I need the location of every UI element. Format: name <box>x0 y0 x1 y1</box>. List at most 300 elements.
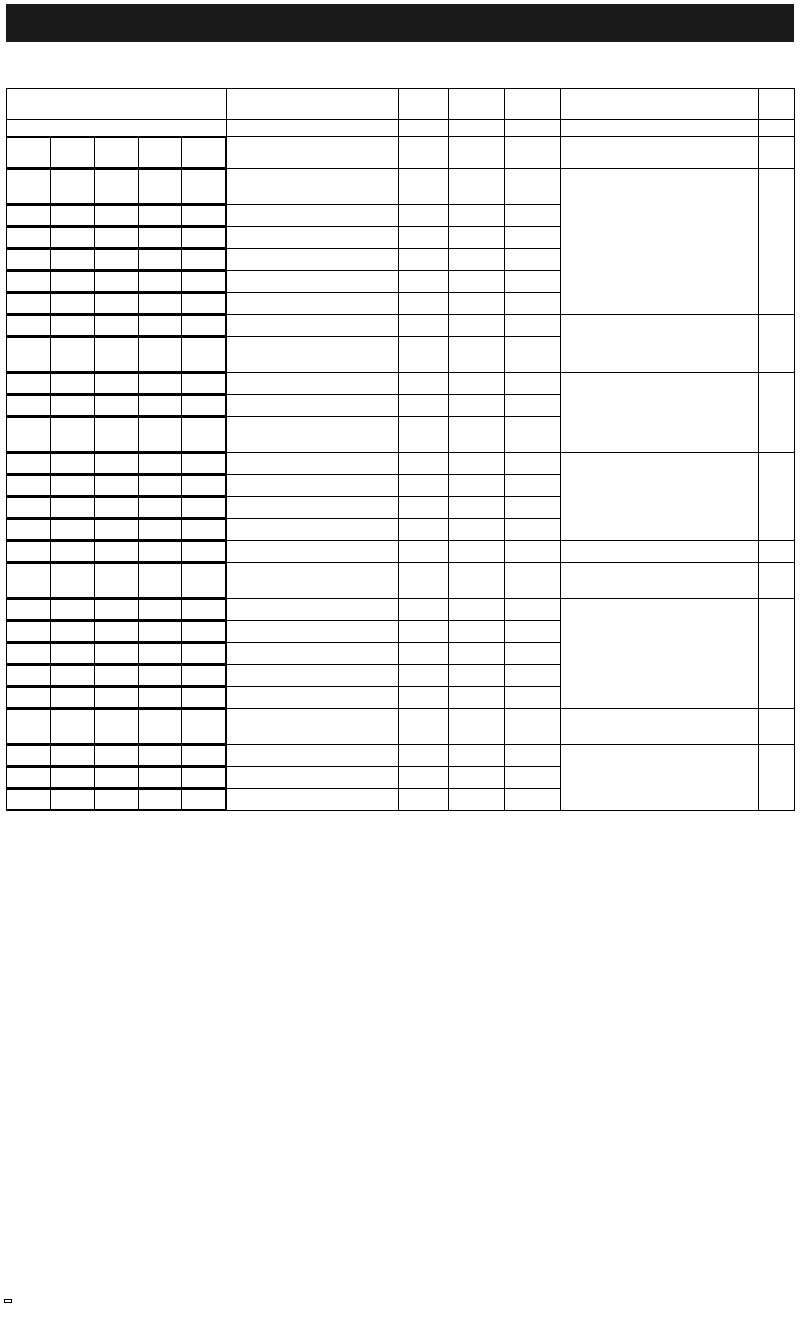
post-name <box>505 519 561 541</box>
quota-breakdown <box>7 789 226 810</box>
quota-govt <box>182 454 226 474</box>
table-row <box>7 315 795 337</box>
quota-breakdown <box>7 271 226 292</box>
basic-scale <box>449 599 505 621</box>
quota-minority <box>94 790 138 810</box>
quota-minority <box>94 374 138 394</box>
qualification <box>227 373 399 395</box>
basic-scale <box>449 767 505 789</box>
quota-merit <box>7 206 51 226</box>
serial-number <box>759 169 795 315</box>
quota-breakdown <box>7 453 226 474</box>
basic-scale <box>449 453 505 475</box>
header-count <box>399 89 449 120</box>
basic-scale <box>449 315 505 337</box>
post-count <box>399 373 449 395</box>
column-number-row <box>7 120 795 137</box>
quota-govt <box>182 418 226 452</box>
quota-cell <box>7 643 227 665</box>
post-name <box>505 395 561 417</box>
quota-cell <box>7 417 227 453</box>
quota-women <box>138 564 182 598</box>
quota-merit <box>7 418 51 452</box>
quota-govt <box>182 600 226 620</box>
quota-women <box>138 520 182 540</box>
quota-merit <box>7 688 51 708</box>
post-name <box>505 687 561 709</box>
basic-scale <box>449 789 505 811</box>
quota-govt <box>182 476 226 496</box>
quota-disabled <box>51 396 95 416</box>
quota-breakdown <box>7 475 226 496</box>
header-scale <box>449 89 505 120</box>
col-number <box>759 120 795 137</box>
table-row <box>7 709 795 745</box>
quota-merit <box>7 316 51 336</box>
quota-merit <box>7 666 51 686</box>
quota-disabled <box>51 644 95 664</box>
basic-scale <box>449 745 505 767</box>
quota-minority <box>94 454 138 474</box>
quota-cell <box>7 373 227 395</box>
quota-minority <box>94 688 138 708</box>
quota-merit <box>7 746 51 766</box>
header-post <box>505 89 561 120</box>
post-name <box>505 497 561 519</box>
quota-govt <box>182 374 226 394</box>
post-count <box>399 767 449 789</box>
qualification <box>227 271 399 293</box>
quota-merit <box>7 476 51 496</box>
basic-scale <box>449 519 505 541</box>
header-sr <box>759 89 795 120</box>
quota-women <box>138 498 182 518</box>
quota-minority <box>94 768 138 788</box>
quota-breakdown <box>7 709 226 744</box>
quota-cell <box>7 475 227 497</box>
office-address <box>561 745 759 811</box>
quota-women <box>138 250 182 270</box>
post-count <box>399 169 449 205</box>
qualification <box>227 417 399 453</box>
post-name <box>505 169 561 205</box>
quota-women <box>138 622 182 642</box>
qualification <box>227 599 399 621</box>
quota-minority <box>94 520 138 540</box>
qualification <box>227 621 399 643</box>
post-name <box>505 745 561 767</box>
quota-women <box>138 396 182 416</box>
quota-cell <box>7 709 227 745</box>
qualification <box>227 709 399 745</box>
quota-subheader <box>7 137 226 168</box>
quota-merit <box>7 768 51 788</box>
qualification <box>227 767 399 789</box>
quota-minority <box>94 396 138 416</box>
vacancy-table-body <box>7 169 795 811</box>
quota-cell <box>7 599 227 621</box>
qualification <box>227 227 399 249</box>
quota-disabled <box>51 374 95 394</box>
qualification <box>227 395 399 417</box>
quota-women <box>138 294 182 314</box>
qualification <box>227 519 399 541</box>
quota-govt <box>182 564 226 598</box>
quota-women <box>138 666 182 686</box>
quota-header-merit <box>7 138 51 168</box>
quota-govt <box>182 250 226 270</box>
quota-merit <box>7 564 51 598</box>
quota-minority <box>94 250 138 270</box>
quota-cell <box>7 205 227 227</box>
post-count <box>399 395 449 417</box>
post-name <box>505 599 561 621</box>
quota-govt <box>182 622 226 642</box>
quota-breakdown <box>7 293 226 314</box>
quota-disabled <box>51 476 95 496</box>
quota-govt <box>182 520 226 540</box>
quota-cell <box>7 169 227 205</box>
quota-merit <box>7 338 51 372</box>
quota-breakdown <box>7 563 226 598</box>
post-count <box>399 417 449 453</box>
quota-disabled <box>51 622 95 642</box>
quota-cell <box>7 337 227 373</box>
quota-women <box>138 710 182 744</box>
qualification <box>227 687 399 709</box>
serial-number <box>759 599 795 709</box>
office-address <box>561 599 759 709</box>
quota-cell <box>7 665 227 687</box>
quota-breakdown <box>7 665 226 686</box>
quota-govt <box>182 170 226 204</box>
basic-scale <box>449 337 505 373</box>
basic-scale <box>449 541 505 563</box>
quota-women <box>138 338 182 372</box>
quota-women <box>138 418 182 452</box>
basic-scale <box>449 687 505 709</box>
qualification <box>227 745 399 767</box>
basic-scale <box>449 417 505 453</box>
quota-minority <box>94 228 138 248</box>
quota-breakdown <box>7 643 226 664</box>
qualification <box>227 337 399 373</box>
quota-merit <box>7 542 51 562</box>
quota-women <box>138 316 182 336</box>
post-count <box>399 497 449 519</box>
basic-scale <box>449 271 505 293</box>
quota-breakdown <box>7 249 226 270</box>
quota-govt <box>182 498 226 518</box>
quota-disabled <box>51 294 95 314</box>
office-address <box>561 541 759 563</box>
qualification <box>227 249 399 271</box>
quota-minority <box>94 338 138 372</box>
post-count <box>399 541 449 563</box>
quota-cell <box>7 563 227 599</box>
post-name <box>505 767 561 789</box>
post-name <box>505 205 561 227</box>
post-count <box>399 709 449 745</box>
qualification <box>227 789 399 811</box>
serial-number <box>759 315 795 373</box>
office-address <box>561 709 759 745</box>
quota-women <box>138 790 182 810</box>
quota-merit <box>7 454 51 474</box>
quota-minority <box>94 600 138 620</box>
post-name <box>505 417 561 453</box>
office-address <box>561 315 759 373</box>
post-name <box>505 621 561 643</box>
quota-govt <box>182 206 226 226</box>
quota-breakdown <box>7 373 226 394</box>
quota-women <box>138 644 182 664</box>
quota-govt <box>182 644 226 664</box>
quota-disabled <box>51 170 95 204</box>
quota-minority <box>94 476 138 496</box>
quota-women <box>138 768 182 788</box>
vacancy-table <box>6 88 795 811</box>
serial-number <box>759 373 795 453</box>
qualification <box>227 315 399 337</box>
quota-women <box>138 228 182 248</box>
post-count <box>399 315 449 337</box>
quota-govt <box>182 228 226 248</box>
quota-women <box>138 272 182 292</box>
quota-disabled <box>51 746 95 766</box>
post-count <box>399 745 449 767</box>
quota-disabled <box>51 768 95 788</box>
quota-cell <box>7 687 227 709</box>
post-count <box>399 687 449 709</box>
quota-cell <box>7 621 227 643</box>
quota-minority <box>94 294 138 314</box>
quota-subheader-row <box>7 137 795 169</box>
quota-cell <box>7 497 227 519</box>
table-row <box>7 563 795 599</box>
post-name <box>505 337 561 373</box>
qualification <box>227 453 399 475</box>
post-name <box>505 271 561 293</box>
table-row <box>7 599 795 621</box>
quota-cell <box>7 395 227 417</box>
post-count <box>399 293 449 315</box>
col-number <box>399 120 449 137</box>
quota-women <box>138 542 182 562</box>
quota-header-women <box>138 138 182 168</box>
header-qualification <box>227 89 399 120</box>
qualification <box>227 475 399 497</box>
quota-cell <box>7 227 227 249</box>
post-count <box>399 789 449 811</box>
quota-minority <box>94 170 138 204</box>
quota-cell <box>7 293 227 315</box>
serial-number <box>759 709 795 745</box>
quota-women <box>138 746 182 766</box>
quota-disabled <box>51 498 95 518</box>
quota-cell <box>7 519 227 541</box>
quota-header-minority <box>94 138 138 168</box>
qualification <box>227 563 399 599</box>
quota-disabled <box>51 542 95 562</box>
basic-scale <box>449 643 505 665</box>
quota-breakdown <box>7 337 226 372</box>
quota-minority <box>94 622 138 642</box>
col-number <box>505 120 561 137</box>
quota-cell <box>7 453 227 475</box>
basic-scale <box>449 497 505 519</box>
quota-breakdown <box>7 169 226 204</box>
quota-disabled <box>51 206 95 226</box>
post-count <box>399 271 449 293</box>
quota-disabled <box>51 688 95 708</box>
quota-cell <box>7 745 227 767</box>
quota-minority <box>94 206 138 226</box>
post-name <box>505 315 561 337</box>
quota-govt <box>182 396 226 416</box>
quota-disabled <box>51 520 95 540</box>
post-name <box>505 475 561 497</box>
post-count <box>399 227 449 249</box>
quota-disabled <box>51 338 95 372</box>
post-count <box>399 205 449 227</box>
quota-cell <box>7 767 227 789</box>
quota-disabled <box>51 710 95 744</box>
quota-disabled <box>51 418 95 452</box>
quota-disabled <box>51 228 95 248</box>
ipl-code <box>4 1299 12 1303</box>
quota-govt <box>182 666 226 686</box>
basic-scale <box>449 475 505 497</box>
quota-women <box>138 454 182 474</box>
quota-govt <box>182 316 226 336</box>
quota-disabled <box>51 666 95 686</box>
quota-breakdown <box>7 227 226 248</box>
post-count <box>399 475 449 497</box>
quota-minority <box>94 710 138 744</box>
post-count <box>399 665 449 687</box>
quota-merit <box>7 498 51 518</box>
post-name <box>505 643 561 665</box>
quota-cell <box>7 271 227 293</box>
quota-breakdown <box>7 205 226 226</box>
post-name <box>505 709 561 745</box>
basic-scale <box>449 563 505 599</box>
post-name <box>505 293 561 315</box>
quota-breakdown <box>7 745 226 766</box>
col-number <box>561 120 759 137</box>
quota-merit <box>7 396 51 416</box>
quota-minority <box>94 418 138 452</box>
quota-govt <box>182 688 226 708</box>
serial-number <box>759 563 795 599</box>
table-row <box>7 373 795 395</box>
quota-cell <box>7 789 227 811</box>
quota-merit <box>7 228 51 248</box>
advertisement-title <box>6 4 794 42</box>
qualification <box>227 541 399 563</box>
serial-number <box>759 541 795 563</box>
quota-breakdown <box>7 541 226 562</box>
quota-merit <box>7 710 51 744</box>
quota-breakdown <box>7 519 226 540</box>
quota-minority <box>94 644 138 664</box>
quota-disabled <box>51 272 95 292</box>
basic-scale <box>449 709 505 745</box>
post-count <box>399 453 449 475</box>
qualification <box>227 497 399 519</box>
quota-govt <box>182 768 226 788</box>
quota-cell <box>7 249 227 271</box>
quota-cell <box>7 541 227 563</box>
qualification <box>227 293 399 315</box>
qualification <box>227 205 399 227</box>
quota-breakdown <box>7 621 226 642</box>
quota-govt <box>182 338 226 372</box>
qualification <box>227 169 399 205</box>
post-count <box>399 599 449 621</box>
quota-merit <box>7 272 51 292</box>
quota-women <box>138 374 182 394</box>
table-row <box>7 745 795 767</box>
quota-minority <box>94 316 138 336</box>
quota-breakdown <box>7 687 226 708</box>
basic-scale <box>449 665 505 687</box>
quota-breakdown <box>7 599 226 620</box>
col-number <box>449 120 505 137</box>
quota-cell <box>7 315 227 337</box>
serial-number <box>759 745 795 811</box>
basic-scale <box>449 373 505 395</box>
quota-minority <box>94 564 138 598</box>
quota-govt <box>182 790 226 810</box>
table-header-row <box>7 89 795 120</box>
post-count <box>399 643 449 665</box>
header-quota <box>7 89 227 120</box>
quota-header-govt <box>182 138 226 168</box>
quota-govt <box>182 272 226 292</box>
quota-govt <box>182 542 226 562</box>
post-count <box>399 519 449 541</box>
quota-women <box>138 688 182 708</box>
office-address <box>561 563 759 599</box>
table-row <box>7 453 795 475</box>
post-count <box>399 621 449 643</box>
post-count <box>399 337 449 373</box>
quota-breakdown <box>7 497 226 518</box>
quota-disabled <box>51 600 95 620</box>
office-address <box>561 373 759 453</box>
post-count <box>399 563 449 599</box>
post-name <box>505 249 561 271</box>
header-office <box>561 89 759 120</box>
quota-minority <box>94 272 138 292</box>
quota-breakdown <box>7 767 226 788</box>
quota-merit <box>7 520 51 540</box>
quota-merit <box>7 600 51 620</box>
quota-minority <box>94 746 138 766</box>
basic-scale <box>449 621 505 643</box>
post-name <box>505 227 561 249</box>
col-number <box>7 120 227 137</box>
quota-women <box>138 206 182 226</box>
basic-scale <box>449 249 505 271</box>
quota-disabled <box>51 790 95 810</box>
quota-disabled <box>51 564 95 598</box>
quota-disabled <box>51 454 95 474</box>
quota-breakdown <box>7 315 226 336</box>
quota-govt <box>182 294 226 314</box>
